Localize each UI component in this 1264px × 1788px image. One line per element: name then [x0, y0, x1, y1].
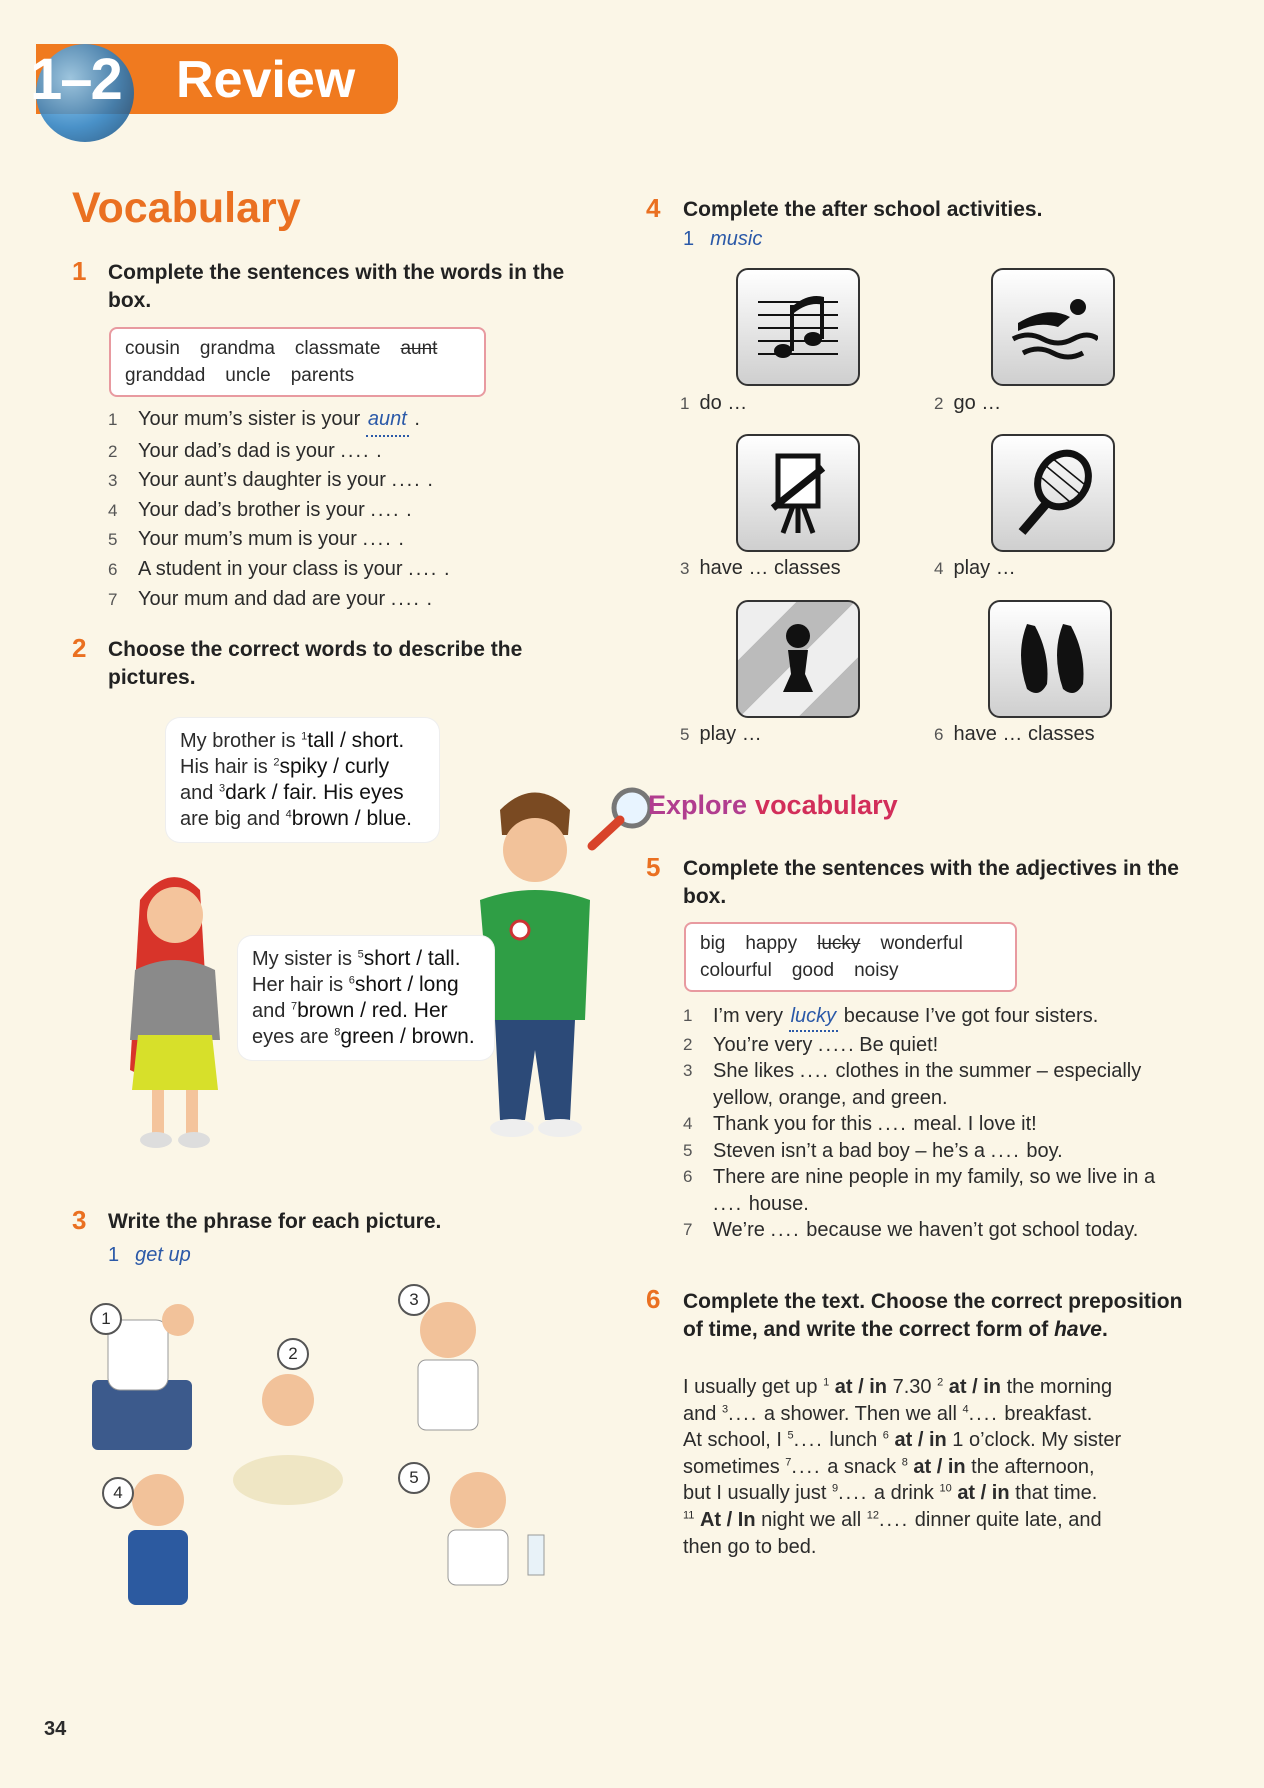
page-title: Review	[176, 51, 356, 109]
answer-blank[interactable]: ....	[370, 498, 401, 521]
answer-blank[interactable]: aunt	[366, 405, 409, 437]
word: classmate	[294, 338, 381, 359]
word: grandma	[199, 338, 275, 359]
list-item: 1 I’m very lucky because I’ve got four sisters.	[683, 1003, 1155, 1032]
exercise-2-title: Choose the correct words to describe the pictures.	[108, 638, 523, 689]
exercise-number: 4	[646, 193, 661, 223]
answer-blank[interactable]: ....	[362, 528, 393, 551]
word: cousin	[125, 338, 180, 359]
exercise-1-list	[108, 405, 450, 614]
answer-blank[interactable]: ....	[770, 1219, 801, 1241]
exercise-number: 3	[72, 1205, 87, 1235]
explore-vocabulary-heading: Explore vocabulary	[648, 790, 898, 820]
example-line: 1 music	[683, 228, 763, 250]
list-item: 4 Your dad’s brother is your .... .	[108, 496, 450, 526]
page-number: 34	[44, 1718, 67, 1740]
answer-blank[interactable]: ....	[391, 469, 422, 492]
list-item: 1 Your mum’s sister is your aunt .	[108, 405, 450, 437]
list-item: 5 Steven isn’t a bad boy – he’s a .... boy.	[683, 1138, 1155, 1165]
exercise-5-title: Complete the sentences with the adjectives in the box.	[683, 857, 1179, 908]
word-crossed-out: aunt	[400, 338, 438, 359]
answer-blank[interactable]: ....	[390, 587, 421, 610]
list-item: yellow, orange, and green.	[713, 1086, 948, 1109]
word-box-ex5	[684, 922, 1017, 992]
activity-label: 2 go …	[934, 392, 1002, 414]
word: parents	[290, 365, 355, 386]
answer-blank[interactable]: ....	[817, 1033, 849, 1056]
activity-label: 4 play …	[934, 557, 1016, 579]
unit-number: 1–2	[30, 47, 121, 112]
list-item: 3 Your aunt’s daughter is your .... .	[108, 466, 450, 496]
picture-number: 5	[398, 1462, 430, 1494]
exercise-number: 1	[72, 256, 87, 286]
list-item: 7 Your mum and dad are your .... .	[108, 585, 450, 615]
exercise-6-title: Complete the text. Choose the correct preposition of time, and write the correct form of have.	[683, 1290, 1183, 1341]
word: noisy	[854, 960, 899, 981]
magnifying-glass-icon	[586, 784, 656, 854]
activity-label: 5 play …	[680, 723, 762, 745]
answer-blank[interactable]: ....	[713, 1192, 744, 1215]
activity-label: 6 have … classes	[934, 723, 1095, 745]
exercise-3-title: Write the phrase for each picture.	[108, 1210, 442, 1233]
answer-blank[interactable]: ....	[878, 1508, 910, 1531]
answer-blank[interactable]: ....	[793, 1429, 824, 1452]
word: big	[700, 933, 726, 954]
exercise-4-title: Complete the after school activities.	[683, 198, 1043, 221]
activity-label: 1 do …	[680, 392, 748, 414]
picture-number: 1	[90, 1303, 122, 1335]
exercise-number: 5	[646, 852, 661, 882]
list-item: 6 There are nine people in my family, so we live in a	[683, 1166, 1156, 1188]
word: colourful	[700, 960, 772, 981]
word-box-ex1	[109, 327, 486, 397]
word: wonderful	[880, 933, 963, 954]
word: good	[791, 960, 835, 981]
list-item: .... house.	[683, 1191, 1155, 1218]
exercise-1-title: Complete the sentences with the words in the box.	[108, 261, 565, 312]
speech-bubble-sister: My sister is $^5$short / tall. Her hair is $^6$short / long and $^7$brown / red. Her eyes are $^8$green / brown.	[238, 936, 494, 1060]
easel-paintbrush-icon	[736, 434, 860, 552]
word: uncle	[225, 365, 271, 386]
list-item: 4 Thank you for this .... meal. I love it!	[683, 1111, 1155, 1138]
word: happy	[745, 933, 798, 954]
answer-blank[interactable]: ....	[968, 1402, 999, 1425]
picture-number: 3	[398, 1284, 430, 1316]
answer-blank[interactable]: ....	[799, 1060, 830, 1082]
ballet-shoes-icon	[988, 600, 1112, 718]
picture-number: 2	[277, 1338, 309, 1370]
activity-label: 3 have … classes	[680, 557, 841, 579]
picture-number: 4	[102, 1477, 134, 1509]
exercise-number: 2	[72, 633, 87, 663]
exercise-5-list	[683, 1003, 1155, 1244]
word-crossed-out: lucky	[817, 933, 861, 954]
list-item: 2 Your dad’s dad is your .... .	[108, 437, 450, 467]
sister-illustration	[100, 860, 250, 1150]
exercise-number: 6	[646, 1284, 661, 1314]
speech-bubble-brother: My brother is $^1$tall / short. His hair is $^2$spiky / curly and $^3$dark / fair. His eyes are big and $^4$brown / blue.	[166, 718, 439, 842]
answer-blank[interactable]: ....	[877, 1113, 908, 1135]
tennis-racket-icon	[991, 434, 1115, 552]
music-notes-icon	[736, 268, 860, 386]
answer-blank[interactable]: ....	[791, 1455, 822, 1478]
daily-routine-pictures	[88, 1280, 548, 1610]
answer-blank[interactable]: ....	[838, 1482, 869, 1505]
example-line: 1 get up	[108, 1244, 191, 1266]
list-item: 3 She likes .... clothes in the summer – especially	[683, 1058, 1155, 1085]
chess-pawn-icon	[736, 600, 860, 718]
word: granddad	[125, 365, 206, 386]
answer-blank[interactable]: lucky	[789, 1003, 839, 1032]
list-item: 5 Your mum’s mum is your .... .	[108, 525, 450, 555]
answer-blank[interactable]: ....	[340, 439, 371, 462]
section-heading-vocabulary: Vocabulary	[72, 184, 301, 232]
list-item: 2 You’re very .... . Be quiet!	[683, 1032, 1155, 1059]
list-item: 6 A student in your class is your .... .	[108, 555, 450, 585]
answer-blank[interactable]: ....	[990, 1139, 1021, 1162]
list-item: 7 We’re .... because we haven’t got school today.	[683, 1217, 1155, 1244]
swimmer-icon	[991, 268, 1115, 386]
exercise-6-text: I usually get up $^1$ at / in 7.30 $^2$ at / in the morning and $^3$.... a shower. Then we all $^4$.... breakfast. At school, I $^5$.... lunch $^6$ at / in 1 o’clock. My sister sometimes $^7$.... a snack $^8$ at / in the afternoon, but I usually just $^9$.... a drink $^{10}$ at / in that time. $^{11}$ At / In night we all $^{12}$.... dinner quite late, and then go to bed.	[683, 1376, 1122, 1558]
answer-blank[interactable]: ....	[408, 557, 439, 580]
answer-blank[interactable]: ....	[728, 1402, 759, 1425]
